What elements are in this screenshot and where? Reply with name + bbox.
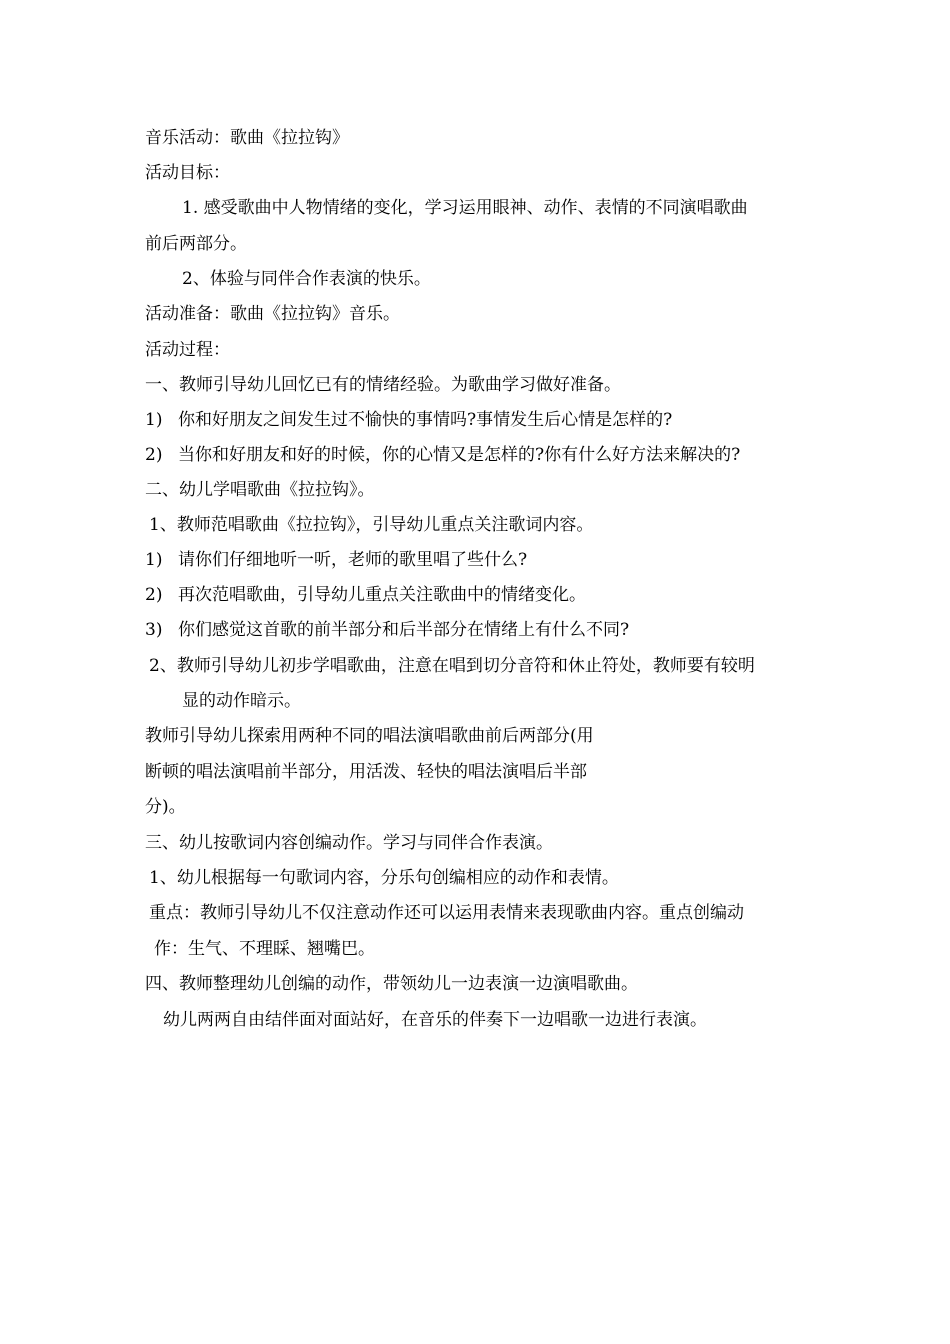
section-1-item <box>145 443 740 467</box>
section-2-heading: 二、幼儿学唱歌曲《拉拉钩》。 <box>145 480 375 500</box>
section-2-step-1: 1、教师范唱歌曲《拉拉钩》，引导幼儿重点关注歌词内容。 <box>149 515 594 535</box>
process-heading: 活动过程： <box>145 340 230 360</box>
section-4-detail: 幼儿两两自由结伴面对面站好，在音乐的伴奏下一边唱歌一边进行表演。 <box>163 1010 707 1030</box>
item-text: 再次范唱歌曲，引导幼儿重点关注歌曲中的情绪变化。 <box>178 585 586 605</box>
item-number: 2) <box>145 445 163 465</box>
item-text: 当你和好朋友和好的时候，你的心情又是怎样的?你有什么好方法来解决的? <box>178 445 741 465</box>
explore-line-2: 断顿的唱法演唱前半部分，用活泼、轻快的唱法演唱后半部 <box>145 762 587 782</box>
goals-heading: 活动目标： <box>145 163 230 183</box>
key-point-line-1: 重点：教师引导幼儿不仅注意动作还可以运用表情来表现歌曲内容。重点创编动 <box>149 903 744 923</box>
goal-2: 2、体验与同伴合作表演的快乐。 <box>182 269 431 289</box>
goal-1-line-1: 1. 感受歌曲中人物情绪的变化，学习运用眼神、动作、表情的不同演唱歌曲 <box>182 198 748 218</box>
item-number: 1) <box>145 550 163 570</box>
section-3-heading: 三、幼儿按歌词内容创编动作。学习与同伴合作表演。 <box>145 833 553 853</box>
explore-line-3: 分)。 <box>145 797 186 817</box>
explore-line-1: 教师引导幼儿探索用两种不同的唱法演唱歌曲前后两部分(用 <box>145 726 594 746</box>
section-2-step-2-line-1: 2、教师引导幼儿初步学唱歌曲，注意在唱到切分音符和休止符处，教师要有较明 <box>149 656 755 676</box>
section-4-heading: 四、教师整理幼儿创编的动作，带领幼儿一边表演一边演唱歌曲。 <box>145 974 638 994</box>
item-number: 3) <box>145 620 163 640</box>
item-text: 你们感觉这首歌的前半部分和后半部分在情绪上有什么不同? <box>178 620 630 640</box>
item-text: 你和好朋友之间发生过不愉快的事情吗?事情发生后心情是怎样的? <box>178 410 673 430</box>
key-point-line-2: 作：生气、不理睬、翘嘴巴。 <box>154 939 375 959</box>
document-title: 音乐活动：歌曲《拉拉钩》 <box>145 128 349 148</box>
goal-1-line-2: 前后两部分。 <box>145 234 247 254</box>
section-2-item <box>145 618 629 642</box>
item-text: 请你们仔细地听一听，老师的歌里唱了些什么? <box>178 550 528 570</box>
preparation: 活动准备：歌曲《拉拉钩》音乐。 <box>145 304 400 324</box>
item-number: 2) <box>145 585 163 605</box>
section-2-item <box>145 548 527 572</box>
section-1-item <box>145 408 672 432</box>
section-3-step-1: 1、幼儿根据每一句歌词内容，分乐句创编相应的动作和表情。 <box>149 868 619 888</box>
section-1-heading: 一、教师引导幼儿回忆已有的情绪经验。为歌曲学习做好准备。 <box>145 375 621 395</box>
section-2-step-2-line-2: 显的动作暗示。 <box>182 691 301 711</box>
section-2-item <box>145 583 586 607</box>
item-number: 1) <box>145 410 163 430</box>
